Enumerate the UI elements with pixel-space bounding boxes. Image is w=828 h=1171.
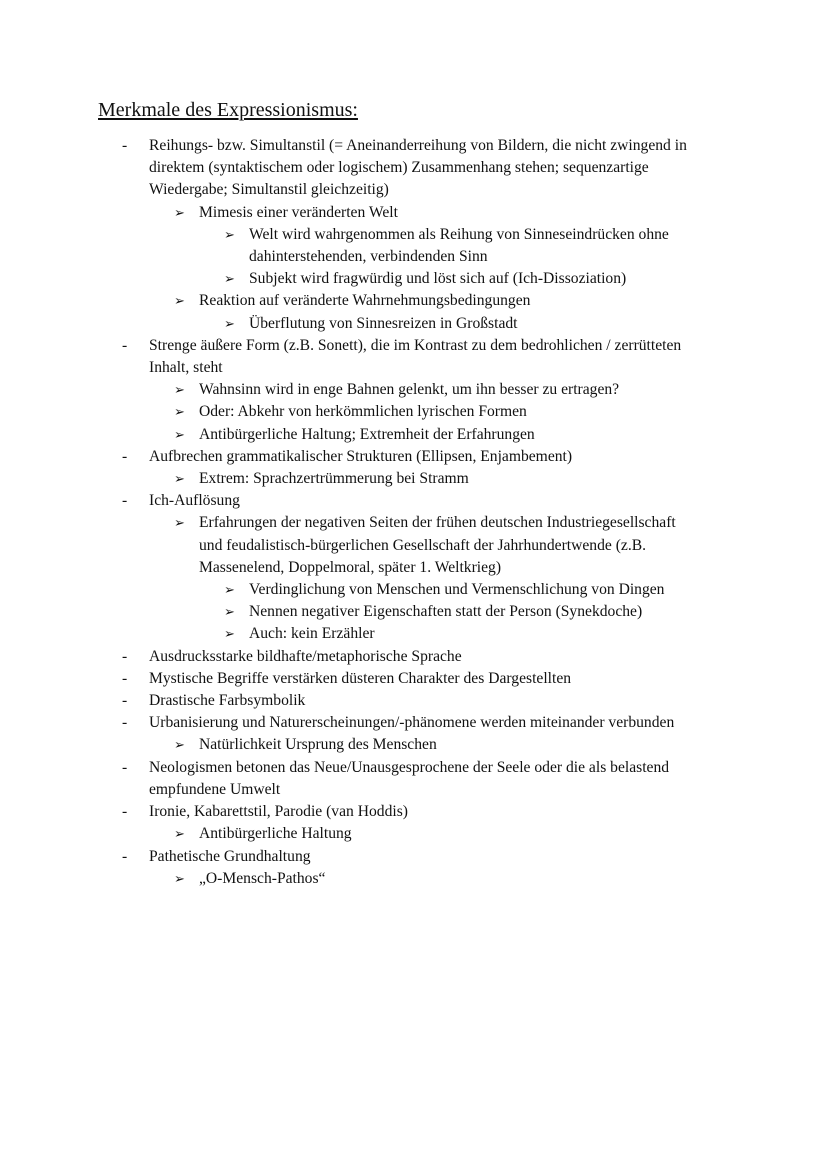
list-item-text: Natürlichkeit Ursprung des Menschen (199, 736, 437, 754)
list-item-text: Erfahrungen der negativen Seiten der frühen deutschen Industriegesellschaft (199, 514, 676, 532)
list-item-text: direktem (syntaktischem oder logischem) Zusammenhang stehen; sequenzartige (149, 159, 649, 177)
sub-list-item (0, 601, 828, 623)
list-item-text: Oder: Abkehr von herkömmlichen lyrischen Formen (199, 403, 527, 421)
list-item (0, 646, 828, 668)
list-item-text: Welt wird wahrgenommen als Reihung von Sinneseindrücken ohne (249, 225, 669, 243)
dash-bullet: - (122, 714, 128, 732)
arrow-bullet-icon: ➢ (174, 737, 185, 753)
list-item-text: Extrem: Sprachzertrümmerung bei Stramm (199, 470, 469, 488)
arrow-bullet-icon: ➢ (174, 471, 185, 487)
sub-list-item (0, 424, 828, 446)
arrow-bullet-icon: ➢ (224, 226, 235, 242)
list-item-text: Ironie, Kabarettstil, Parodie (van Hoddis) (149, 803, 408, 821)
list-item-text: Wahnsinn wird in enge Bahnen gelenkt, um ihn besser zu ertragen? (199, 381, 620, 399)
arrow-bullet-icon: ➢ (174, 870, 185, 886)
list-item (0, 335, 828, 379)
dash-bullet: - (122, 647, 128, 665)
dash-bullet: - (122, 847, 128, 865)
list-item-text: empfundene Umwelt (149, 780, 281, 798)
sub-list-item (0, 623, 828, 645)
sub-list-item (0, 268, 828, 290)
list-item (0, 757, 828, 801)
sub-list-item (0, 401, 828, 423)
list-item-text: Aufbrechen grammatikalischer Strukturen (Ellipsen, Enjambement) (149, 447, 573, 465)
arrow-bullet-icon: ➢ (224, 315, 235, 331)
list-item-text: Ich-Auflösung (149, 492, 240, 510)
arrow-bullet-icon: ➢ (174, 515, 185, 531)
list-item-text: Auch: kein Erzähler (249, 625, 375, 643)
dash-bullet: - (122, 137, 128, 154)
arrow-bullet-icon: ➢ (224, 604, 235, 620)
sub-list-item (0, 202, 828, 224)
list-item-text: Nennen negativer Eigenschaften statt der Person (Synekdoche) (249, 603, 643, 621)
sub-list-item (0, 512, 828, 579)
list-item (0, 490, 828, 512)
list-item-text: Antibürgerliche Haltung; Extremheit der Erfahrungen (199, 425, 535, 443)
sub-list-item (0, 313, 828, 335)
arrow-bullet-icon: ➢ (224, 626, 235, 642)
list-item-text: Ausdrucksstarke bildhafte/metaphorische Sprache (149, 647, 462, 665)
list-item (0, 712, 828, 734)
list-item (0, 846, 828, 868)
list-item-text: Drastische Farbsymbolik (149, 692, 306, 710)
list-item-text: Mystische Begriffe verstärken düsteren Charakter des Dargestellten (149, 669, 572, 687)
sub-list-item (0, 734, 828, 756)
sub-list-item (0, 290, 828, 312)
dash-bullet: - (122, 447, 128, 465)
list-item-text: Reihungs- bzw. Simultanstil (= Aneinanderreihung von Bildern, die nicht zwingend in (149, 137, 687, 154)
feature-list (0, 135, 828, 890)
arrow-bullet-icon: ➢ (174, 382, 185, 398)
list-item-text: Inhalt, steht (149, 359, 223, 377)
arrow-bullet-icon: ➢ (224, 582, 235, 598)
arrow-bullet-icon: ➢ (174, 404, 185, 420)
dash-bullet: - (122, 492, 128, 510)
arrow-bullet-icon: ➢ (174, 426, 185, 442)
sub-list-item (0, 224, 828, 268)
sub-list-item (0, 868, 828, 890)
list-item (0, 668, 828, 690)
sub-list-item (0, 468, 828, 490)
list-item-text: Subjekt wird fragwürdig und löst sich auf (Ich-Dissoziation) (249, 270, 627, 288)
arrow-bullet-icon: ➢ (174, 826, 185, 842)
list-item-text: Urbanisierung und Naturerscheinungen/-phänomene werden miteinander verbunden (149, 714, 675, 732)
list-item-text: Überflutung von Sinnesreizen in Großstadt (249, 314, 518, 332)
list-item (0, 135, 828, 202)
sub-list-item (0, 823, 828, 845)
arrow-bullet-icon: ➢ (174, 293, 185, 309)
list-item-text: dahinterstehenden, verbindenden Sinn (249, 248, 488, 266)
list-item-text: Strenge äußere Form (z.B. Sonett), die im Kontrast zu dem bedrohlichen / zerrütteten (149, 336, 682, 354)
dash-bullet: - (122, 803, 128, 821)
list-item-text: Mimesis einer veränderten Welt (199, 203, 398, 221)
dash-bullet: - (122, 669, 128, 687)
list-item-text: Massenelend, Doppelmoral, später 1. Weltkrieg) (199, 558, 502, 576)
sub-list-item (0, 379, 828, 401)
arrow-bullet-icon: ➢ (174, 204, 185, 220)
list-item-text: Neologismen betonen das Neue/Unausgesprochene der Seele oder die als belastend (149, 758, 670, 776)
sub-list-item (0, 579, 828, 601)
page-title: Merkmale des Expressionismus: (98, 99, 358, 121)
dash-bullet: - (122, 692, 128, 710)
list-item-text: Verdinglichung von Menschen und Vermenschlichung von Dingen (249, 581, 665, 599)
list-item (0, 690, 828, 712)
list-item (0, 446, 828, 468)
list-item-text: Wiedergabe; Simultanstil gleichzeitig) (149, 181, 389, 199)
list-item-text: „O-Mensch-Pathos“ (199, 869, 326, 887)
list-item-text: und feudalistisch-bürgerlichen Gesellschaft der Jahrhundertwende (z.B. (199, 536, 647, 554)
list-item-text: Reaktion auf veränderte Wahrnehmungsbedingungen (199, 292, 531, 310)
list-item-text: Pathetische Grundhaltung (149, 847, 311, 865)
list-item (0, 801, 828, 823)
list-item-text: Antibürgerliche Haltung (199, 825, 352, 843)
dash-bullet: - (122, 758, 128, 776)
arrow-bullet-icon: ➢ (224, 271, 235, 287)
dash-bullet: - (122, 336, 128, 354)
